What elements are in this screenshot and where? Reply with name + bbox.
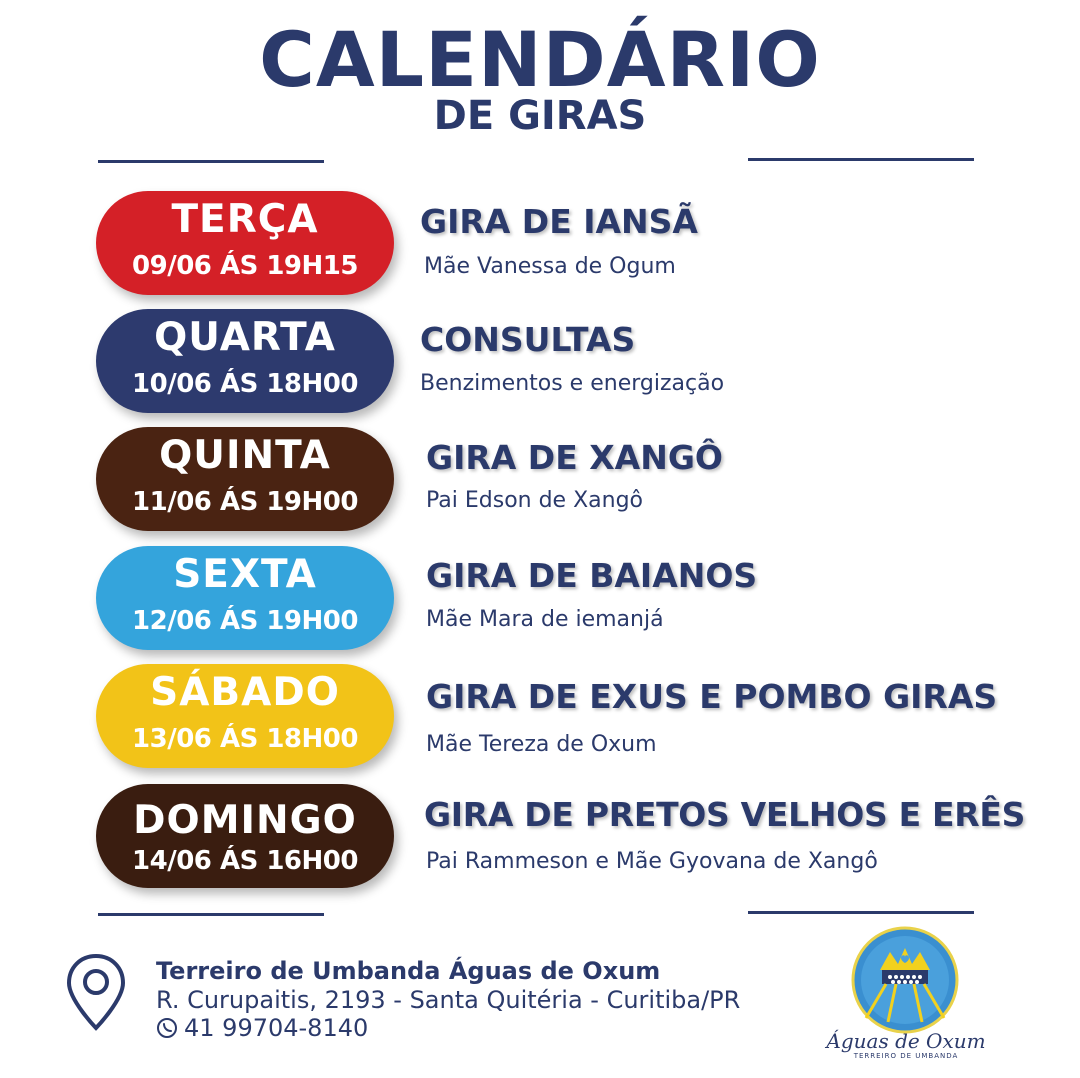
whatsapp-icon	[156, 1016, 178, 1038]
venue-name: Terreiro de Umbanda Águas de Oxum	[156, 957, 661, 985]
event-detail: Mãe Vanessa de Ogum	[424, 254, 676, 279]
day-badge-quarta	[96, 309, 394, 413]
logo-caption: TERREIRO DE UMBANDA	[853, 1052, 959, 1060]
divider-top-left	[98, 160, 324, 163]
logo-script-text: Águas de Oxum	[826, 1029, 986, 1053]
day-label: QUARTA	[154, 315, 336, 360]
event-detail: Pai Rammeson e Mãe Gyovana de Xangô	[426, 849, 878, 874]
event-title: GIRA DE PRETOS VELHOS E ERÊS	[424, 795, 1026, 834]
event-detail: Benzimentos e energização	[420, 371, 725, 396]
day-time: 09/06 ÁS 19H15	[132, 251, 358, 281]
event-detail: Pai Edson de Xangô	[426, 488, 644, 513]
event-title: GIRA DE IANSÃ	[420, 202, 698, 241]
phone-number: 41 99704-8140	[184, 1014, 369, 1042]
page-subtitle: DE GIRAS	[433, 93, 647, 139]
divider-top-right	[748, 158, 974, 161]
event-detail: Mãe Mara de iemanjá	[426, 607, 664, 632]
day-badge-domingo	[96, 784, 394, 888]
divider-bottom-left	[98, 913, 324, 916]
day-label: SEXTA	[173, 552, 317, 597]
event-title: GIRA DE XANGÔ	[426, 438, 723, 477]
day-badge-terca	[96, 191, 394, 295]
day-badge-sexta	[96, 546, 394, 650]
day-time: 10/06 ÁS 18H00	[132, 369, 358, 399]
venue-address: R. Curupaitis, 2193 - Santa Quitéria - Curitiba/PR	[156, 986, 741, 1014]
venue-phone	[156, 1013, 368, 1043]
event-title: GIRA DE BAIANOS	[426, 556, 758, 595]
day-time: 13/06 ÁS 18H00	[132, 724, 358, 754]
event-detail: Mãe Tereza de Oxum	[426, 732, 657, 757]
divider-bottom-right	[748, 911, 974, 914]
day-badge-sabado	[96, 664, 394, 768]
day-label: QUINTA	[159, 433, 331, 478]
day-label: DOMINGO	[133, 798, 357, 843]
day-time: 14/06 ÁS 16H00	[132, 846, 358, 876]
event-title: GIRA DE EXUS E POMBO GIRAS	[426, 677, 998, 716]
day-badge-quinta	[96, 427, 394, 531]
page-title: CALENDÁRIO	[259, 15, 821, 104]
map-pin-icon	[64, 952, 128, 1036]
day-label: TERÇA	[171, 197, 319, 242]
event-title: CONSULTAS	[420, 320, 636, 359]
day-time: 11/06 ÁS 19H00	[132, 487, 358, 517]
day-time: 12/06 ÁS 19H00	[132, 606, 358, 636]
day-label: SÁBADO	[150, 670, 340, 715]
